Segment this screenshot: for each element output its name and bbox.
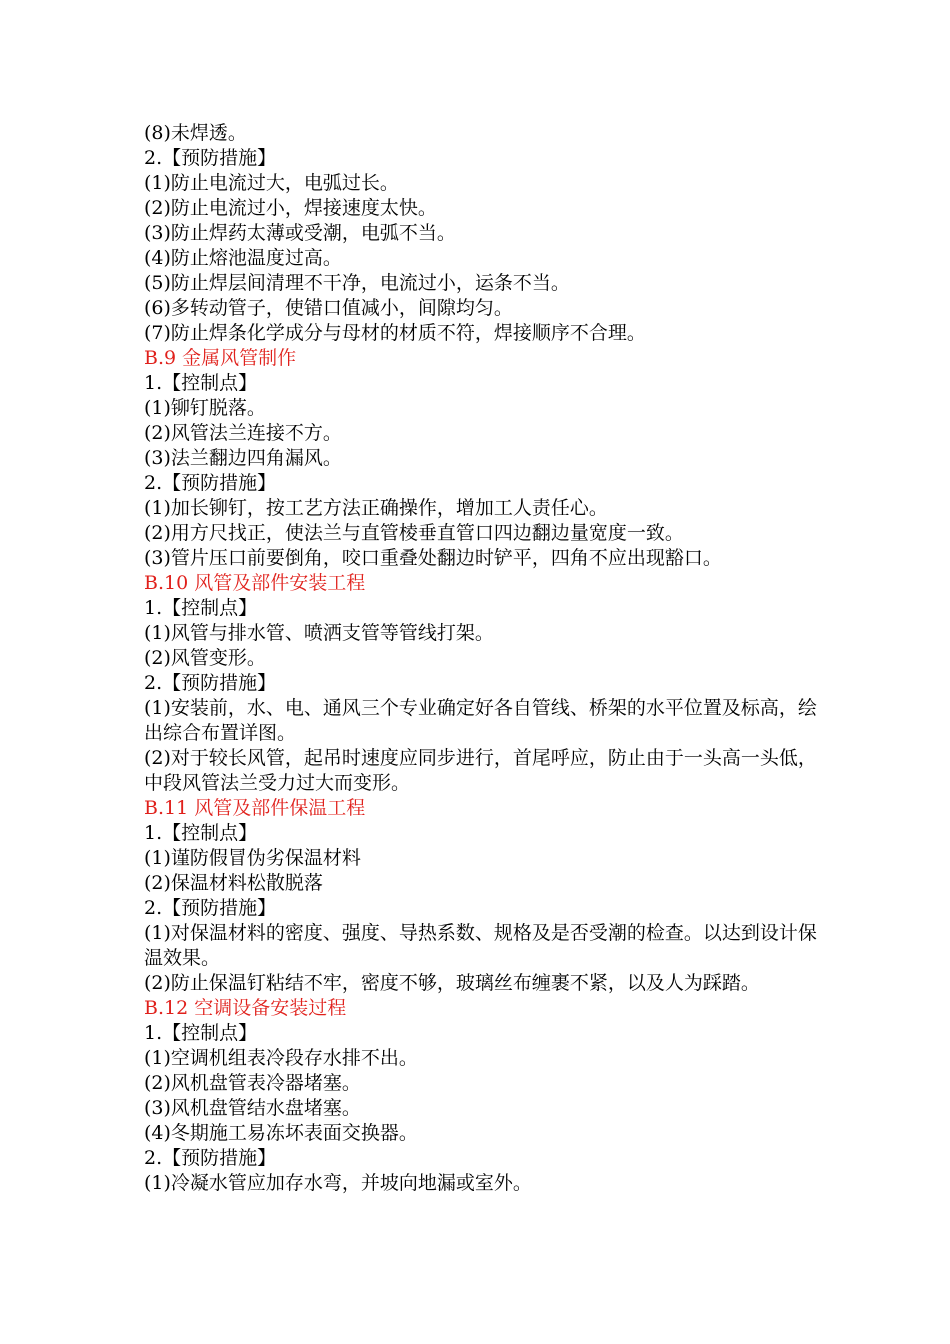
- text-line: 1.【控制点】: [144, 597, 258, 619]
- section-heading: B.9 金属风管制作: [144, 347, 297, 369]
- text-line: 2.【预防措施】: [144, 1147, 277, 1169]
- text-line: (2)风管法兰连接不方。: [144, 422, 342, 444]
- section-heading: B.10 风管及部件安装工程: [144, 572, 366, 594]
- text-line: (3)管片压口前要倒角，咬口重叠处翻边时铲平，四角不应出现豁口。: [144, 547, 722, 569]
- text-line: (1)空调机组表冷段存水排不出。: [144, 1047, 418, 1069]
- text-line: (5)防止焊层间清理不干净，电流过小，运条不当。: [144, 272, 570, 294]
- text-line: (2)防止电流过小，焊接速度太快。: [144, 197, 437, 219]
- text-line: (2)风机盘管表冷器堵塞。: [144, 1072, 361, 1094]
- text-line: 1.【控制点】: [144, 372, 258, 394]
- text-line: (2)对于较长风管，起吊时速度应同步进行，首尾呼应，防止由于一头高一头低，中段风管法兰受力过大而变形。: [144, 747, 817, 794]
- text-line: (8)未焊透。: [144, 122, 247, 144]
- text-line: (1)铆钉脱落。: [144, 397, 266, 419]
- text-line: 1.【控制点】: [144, 1022, 258, 1044]
- text-line: (3)风机盘管结水盘堵塞。: [144, 1097, 361, 1119]
- text-line: (2)风管变形。: [144, 647, 266, 669]
- text-line: (6)多转动管子，使错口值减小，间隙均匀。: [144, 297, 513, 319]
- text-line: (1)加长铆钉，按工艺方法正确操作，增加工人责任心。: [144, 497, 608, 519]
- document-page: [144, 121, 824, 1196]
- text-line: (1)谨防假冒伪劣保温材料: [144, 847, 361, 869]
- text-line: (3)法兰翻边四角漏风。: [144, 447, 342, 469]
- text-line: 2.【预防措施】: [144, 472, 277, 494]
- text-line: (7)防止焊条化学成分与母材的材质不符，焊接顺序不合理。: [144, 322, 646, 344]
- text-line: (3)防止焊药太薄或受潮，电弧不当。: [144, 222, 456, 244]
- text-line: (4)防止熔池温度过高。: [144, 247, 342, 269]
- text-line: (1)防止电流过大，电弧过长。: [144, 172, 399, 194]
- text-line: (2)防止保温钉粘结不牢，密度不够，玻璃丝布缠裹不紧，以及人为踩踏。: [144, 972, 760, 994]
- text-line: 2.【预防措施】: [144, 897, 277, 919]
- text-line: 2.【预防措施】: [144, 672, 277, 694]
- text-line: 2.【预防措施】: [144, 147, 277, 169]
- text-line: 1.【控制点】: [144, 822, 258, 844]
- text-line: (2)保温材料松散脱落: [144, 872, 323, 894]
- text-line: (2)用方尺找正，使法兰与直管棱垂直管口四边翻边量宽度一致。: [144, 522, 684, 544]
- text-line: (4)冬期施工易冻坏表面交换器。: [144, 1122, 418, 1144]
- text-line: (1)对保温材料的密度、强度、导热系数、规格及是否受潮的检查。以达到设计保温效果。: [144, 922, 817, 969]
- text-line: (1)安装前，水、电、通风三个专业确定好各自管线、桥架的水平位置及标高，绘出综合布置详图。: [144, 697, 817, 744]
- section-heading: B.12 空调设备安装过程: [144, 997, 347, 1019]
- text-line: (1)冷凝水管应加存水弯，并坡向地漏或室外。: [144, 1172, 532, 1194]
- section-heading: B.11 风管及部件保温工程: [144, 797, 366, 819]
- text-line: (1)风管与排水管、喷洒支管等管线打架。: [144, 622, 494, 644]
